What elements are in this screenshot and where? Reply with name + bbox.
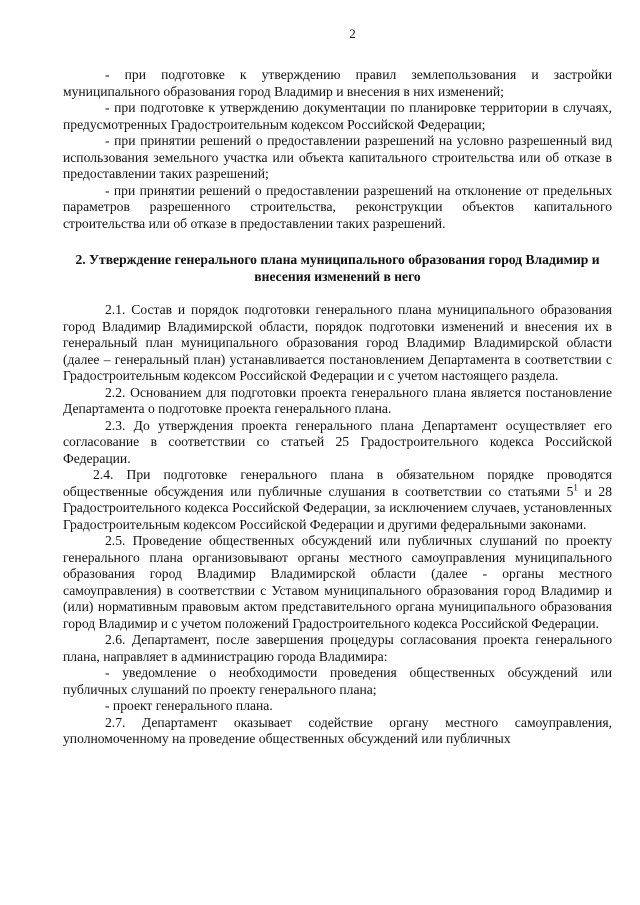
paragraph-2-2: 2.2. Основанием для подготовки проекта генерального плана является постановление Департамента о подготовке проекта генерального плана.: [63, 384, 612, 416]
section-heading: 2. Утверждение генерального плана муниципального образования город Владимир и внесения изменений в него: [75, 252, 600, 284]
intro-item: - при подготовке к утверждению правил землепользования и застройки муниципального образования город Владимир и внесения в них изменений;: [63, 67, 612, 99]
intro-item: - при принятии решений о предоставлении разрешений на условно разрешенный вид использования земельного участка или объекта капитального строительства или об отказе в предоставлении таких разрешений;: [63, 133, 612, 181]
section-body: [63, 302, 612, 748]
paragraph-2-4: [63, 467, 612, 533]
paragraph-2-6: 2.6. Департамент, после завершения процедуры согласования проекта генерального плана, направляет в администрацию города Владимира:: [63, 632, 612, 664]
paragraph-2-4-text-cont: и 28 Градостроительного кодекса Российской Федерации, за исключением случаев, установленных Градостроительным кодексом Российской Федерации и другими федеральными законами.: [63, 483, 612, 532]
intro-item: - при принятии решений о предоставлении разрешений на отклонение от предельных параметров разрешенного строительства, реконструкции объектов капитального строительства или об отказе в предоставлении таких разрешений.: [63, 182, 612, 231]
paragraph-2-6-item: - проект генерального плана.: [105, 698, 273, 713]
superscript: 1: [573, 481, 578, 492]
intro-list: [63, 67, 612, 232]
paragraph-2-6-item: - уведомление о необходимости проведения общественных обсуждений или публичных слушаний по проекту генерального плана;: [63, 665, 612, 697]
paragraph-2-1: 2.1. Состав и порядок подготовки генерального плана муниципального образования город Владимир Владимирской области, порядок подготовки изменений и внесения их в генеральный план муниципального образования город Владимир Владимирской области (далее – генеральный план) устанавливается постановлением Департамента в соответствии с Градостроительным кодексом Российской Федерации и с учетом настоящего раздела.: [63, 302, 612, 383]
intro-item: - при подготовке к утверждению документации по планировке территории в случаях, предусмотренных Градостроительным кодексом Российской Федерации;: [63, 100, 612, 132]
paragraph-2-4-text: 2.4. При подготовке генерального плана в обязательном порядке проводятся общественные обсуждения или публичные слушания в соответствии со статьями 5: [63, 467, 612, 499]
page-number: 2: [349, 26, 356, 41]
paragraph-2-3: 2.3. До утверждения проекта генерального плана Департамент осуществляет его согласование в соответствии со статьей 25 Градостроительного кодекса Российской Федерации.: [63, 417, 612, 466]
paragraph-2-5: 2.5. Проведение общественных обсуждений или публичных слушаний по проекту генерального плана организовывают органы местного самоуправления муниципального образования город Владимир Владимирской области (далее - органы местного самоуправления) в соответствии с Уставом муниципального образования город Владимир и (или) нормативным правовым актом представительного органа муниципального образования город Владимир и с учетом положений Градостроительного кодекса Российской Федерации.: [63, 533, 612, 631]
paragraph-2-7: 2.7. Департамент оказывает содействие органу местного самоуправления, уполномоченному на проведение общественных обсуждений или публичных: [63, 714, 612, 746]
